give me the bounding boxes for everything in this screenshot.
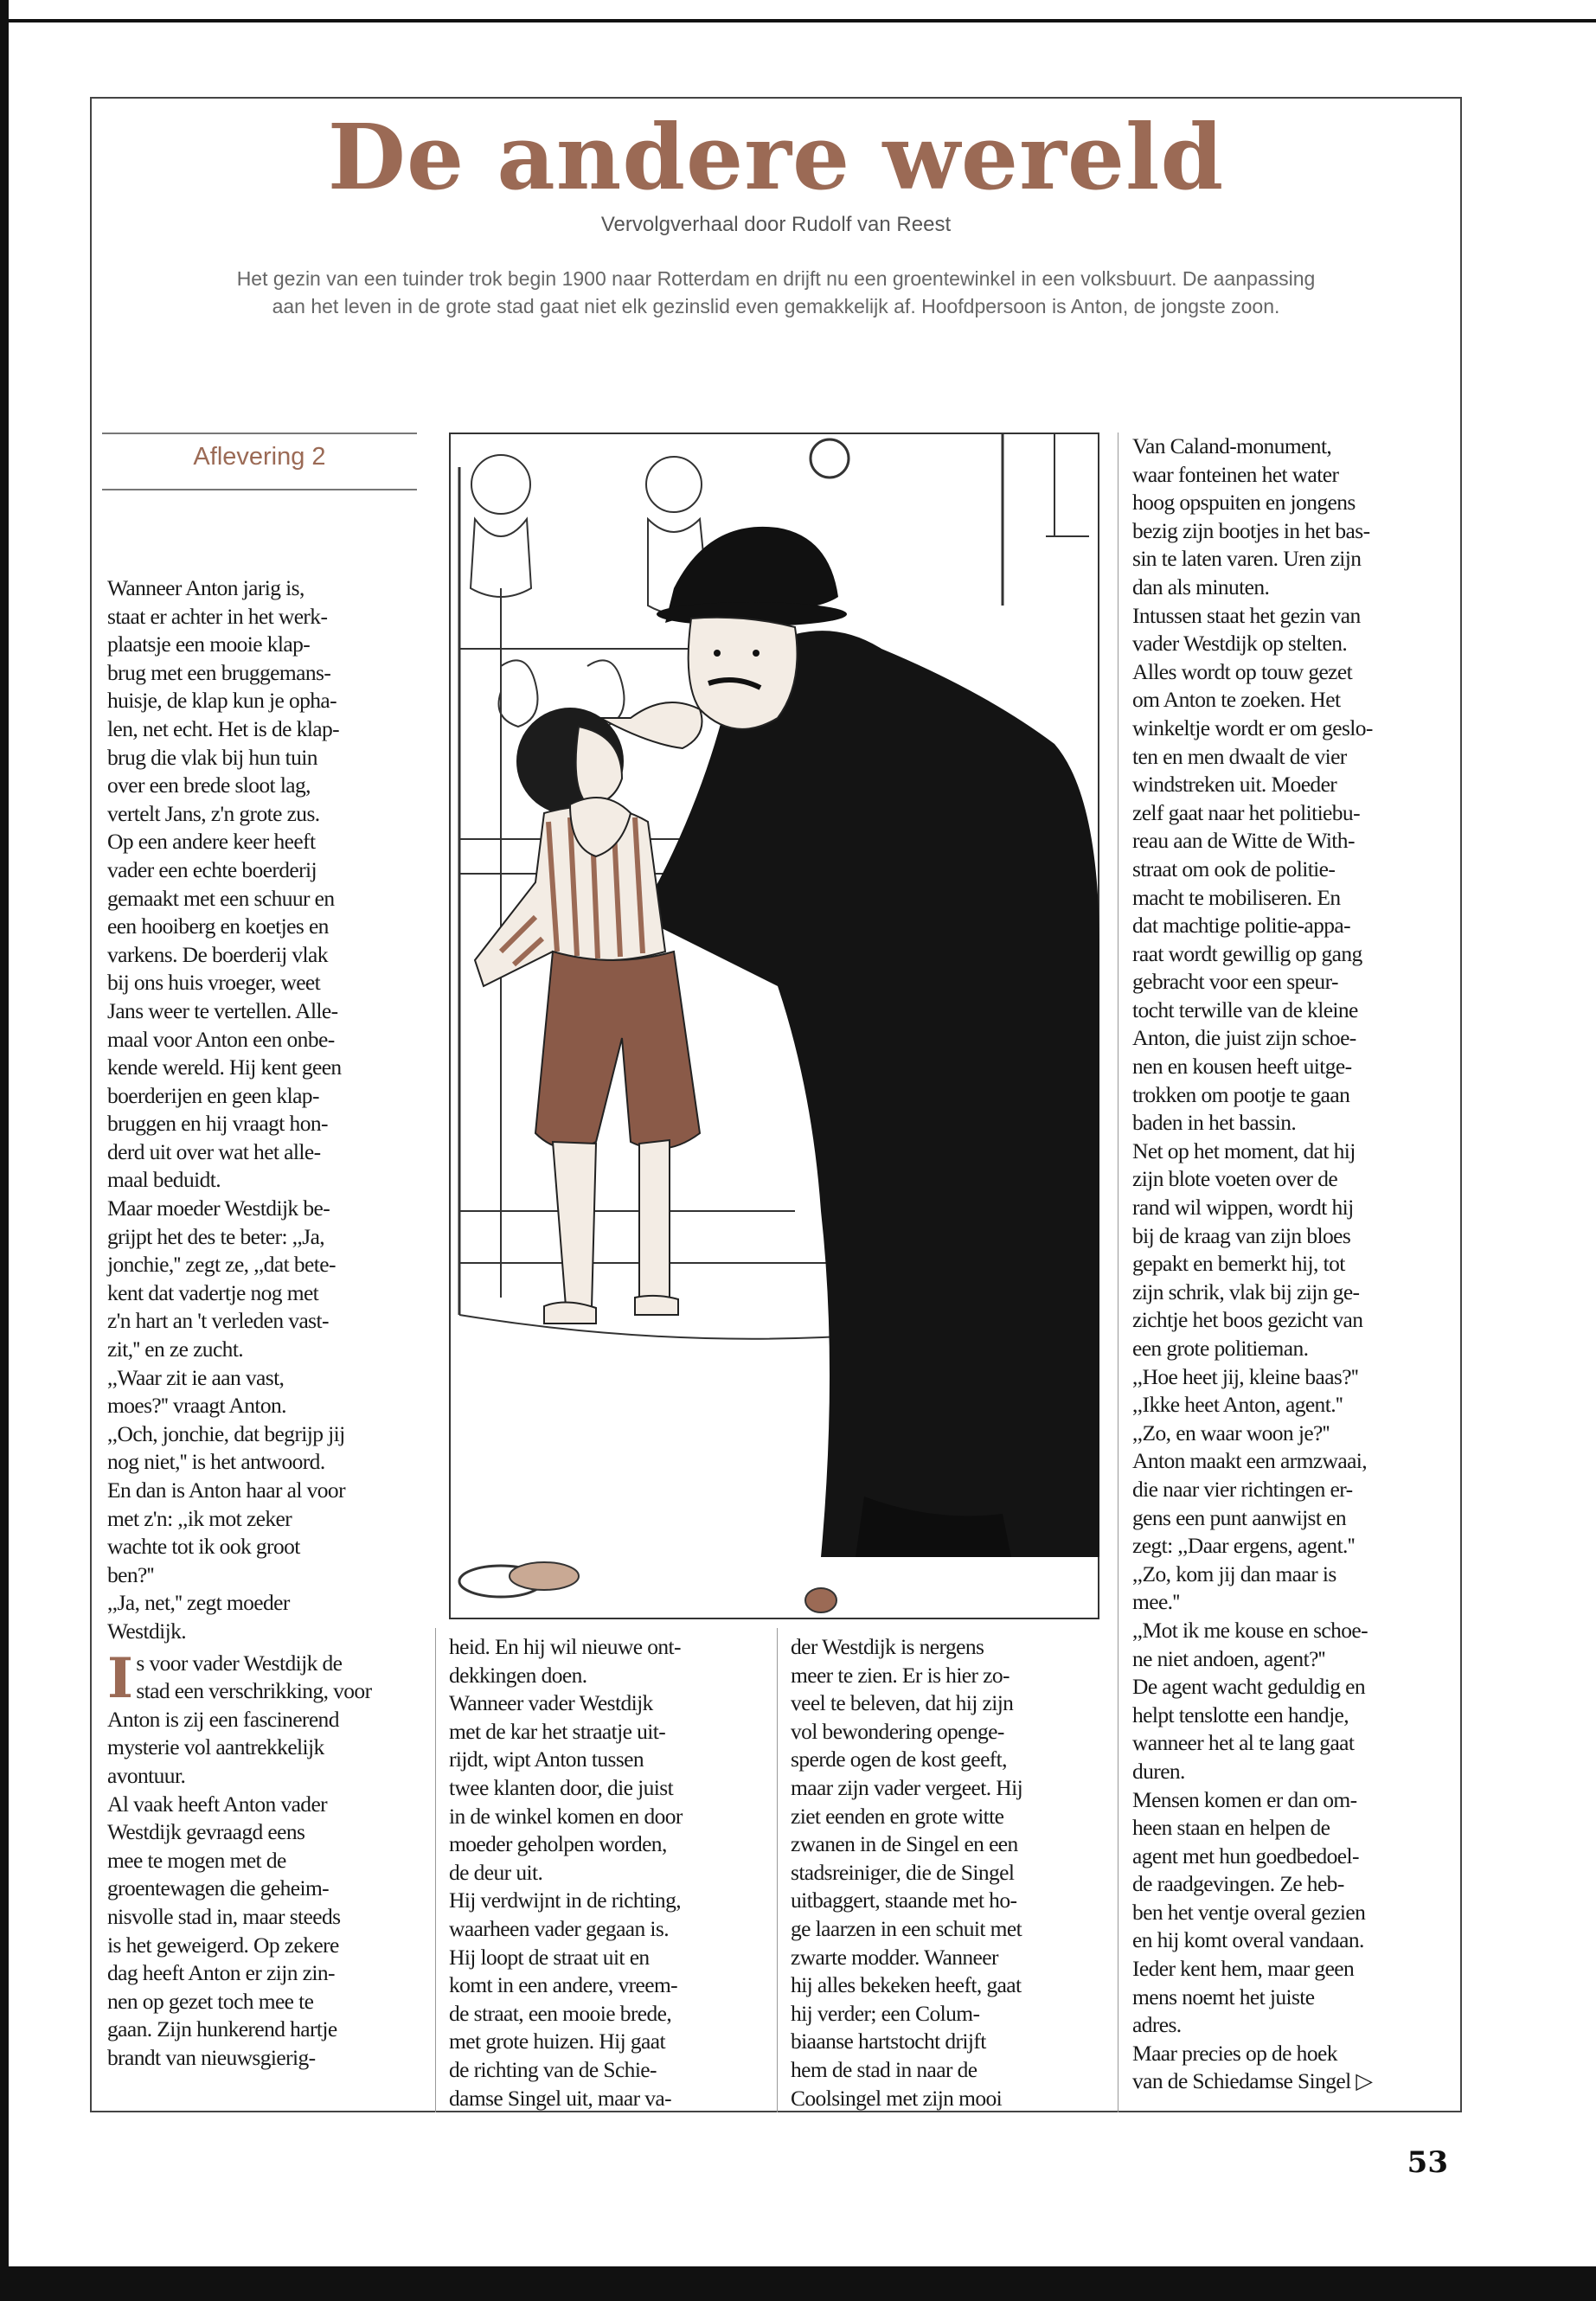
text-column-1 xyxy=(107,574,434,2072)
column-1-dropcap-paragraph: s voor vader Westdijk de stad een verschrikking, voor Anton is zij een fascinerend mysterie vol aantrekkelijk avontuur. Al vaak heeft Anton vader Westdijk gevraagd eens mee te mogen met de groentewagen die geheim- nisvolle stad in, maar steeds is het geweigerd. Op zekere dag heeft Anton er zijn zin- nen op gezet toch mee te gaan. Zijn hunkerend hartje brandt van nieuwsgierig- xyxy=(107,1650,372,2070)
text-column-4 xyxy=(1132,433,1454,2096)
column-3-paragraphs: der Westdijk is nergens meer te zien. Er is hier zo- veel te beleven, dat hij zijn vol bewondering openge- sperde ogen de kost geeft, maar zijn vader vergeet. Hij ziet eenden en grote witte zwanen in de Singel en een stadsreiniger, die de Singel uitbaggert, staande met ho- ge laarzen in een schuit met zwarte modder. Wanneer hij alles bekeken heeft, gaat hij verder; een Colum- biaanse hartstocht drijft hem de stad in naar de Coolsingel met zijn mooi xyxy=(791,1634,1023,2111)
column-divider-2 xyxy=(777,1628,778,2112)
page-number: 53 xyxy=(1407,2145,1448,2180)
episode-label: Aflevering 2 xyxy=(193,443,326,471)
text-column-3 xyxy=(791,1633,1104,2112)
text-column-2 xyxy=(449,1633,764,2112)
bottom-border xyxy=(0,2266,1596,2301)
column-1-continued xyxy=(107,1645,434,2073)
article-title: De andere wereld xyxy=(327,104,1225,210)
drop-cap: I xyxy=(107,1645,133,1711)
column-divider-1 xyxy=(435,1628,436,2112)
episode-rule-top xyxy=(102,433,417,434)
column-2-paragraphs: heid. En hij wil nieuwe ont- dekkingen doen. Wanneer vader Westdijk met de kar het straatje uit- rijdt, wipt Anton tussen twee klanten door, die juist in de winkel komen en door moeder geholpen worden, de deur uit. Hij verdwijnt in de richting, waarheen vader gegaan is. Hij loopt de straat uit en komt in een andere, vreem- de straat, een mooie brede, met grote huizen. Hij gaat de richting van de Schie- damse Singel uit, maar va- xyxy=(449,1634,683,2111)
top-border xyxy=(0,0,1596,22)
article-intro: Het gezin van een tuinder trok begin 1900 naar Rotterdam en drijft nu een groentewinkel in een volksbuurt. De aanpassing aan het leven in de grote stad gaat niet elk gezinslid even gemakkelijk af. Hoofdpersoon is Anton, de jongste zoon. xyxy=(236,267,1316,317)
episode-rule-bottom xyxy=(102,489,417,490)
column-4-paragraphs: Van Caland-monument, waar fonteinen het water hoog opspuiten en jongens bezig zijn bootjes in het bas- sin te laten varen. Uren zijn dan als minuten. Intussen staat het gezin van vader Westdijk op stelten. Alles wordt op touw gezet om Anton te zoeken. Het winkeltje wordt er om geslo- ten en men dwaalt de vier windstreken uit. Moeder zelf gaat naar het politiebu- reau aan de Witte de With- straat om ook de politie- macht te mobiliseren. En dat machtige politie-appa- raat wordt gewillig op gang gebracht voor een speur- tocht terwille van de kleine Anton, die juist zijn schoe- nen en kousen heeft uitge- trokken om pootje te gaan baden in het bassin. Net op het moment, dat hij zijn blote voeten over de rand wil wippen, wordt hij bij de kraag van zijn bloes gepakt en bemerkt hij, tot zijn schrik, vlak bij zijn ge- zichtje het boos gezicht van een grote politieman. ,,Hoe heet jij, kleine baas?'' ,,Ikke heet Anton, agent.'' ,,Zo, en waar woon je?'' Anton maakt een armzwaai, die naar vier richtingen er- gens een punt aanwijst en zegt: ,,Daar ergens, agent.'' ,,Zo, kom jij dan maar is mee.'' ,,Mot ik me kouse en schoe- ne niet andoen, agent?'' De agent wacht geduldig en helpt tenslotte een handje, wanneer het al te lang gaat duren. Mensen komen er dan om- heen staan en helpen de agent met hun goedbedoel- de raadgevingen. Ze heb- ben het ventje overal gezien en hij komt overal vandaan. Ieder kent hem, maar geen mens noemt het juiste adres. Maar precies op de hoek van de Schiedamse Singel ▷ xyxy=(1132,433,1373,2094)
column-1-paragraphs: Wanneer Anton jarig is, staat er achter in het werk- plaatsje een mooie klap- brug met een bruggemans- huisje, de klap kun je opha- len, net echt. Het is de klap- brug die vlak bij hun tuin over een brede sloot lag, vertelt Jans, z'n grote zus. Op een andere keer heeft vader een echte boerderij gemaakt met een schuur en een hooiberg en koetjes en varkens. De boerderij vlak bij ons huis vroeger, weet Jans weer te vertellen. Alle- maal voor Anton een onbe- kende wereld. Hij kent geen boerderijen en geen klap- bruggen en hij vraagt hon- derd uit over wat het alle- maal beduidt. Maar moeder Westdijk be- grijpt het des te beter: ,,Ja, jonchie,'' zegt ze, ,,dat bete- kent dat vadertje nog met z'n hart an 't verleden vast- zit,'' en ze zucht. ,,Waar zit ie aan vast, moes?'' vraagt Anton. ,,Och, jonchie, dat begrijp jij nog niet,'' is het antwoord. En dan is Anton haar al voor met z'n: ,,ik mot zeker wachte tot ik ook groot ben?'' ,,Ja, net,'' zegt moeder Westdijk. xyxy=(107,575,345,1644)
illustration-policeman-and-boy xyxy=(449,433,1099,1619)
left-border xyxy=(0,0,9,2301)
article-byline: Vervolgverhaal door Rudolf van Reest xyxy=(600,213,952,236)
